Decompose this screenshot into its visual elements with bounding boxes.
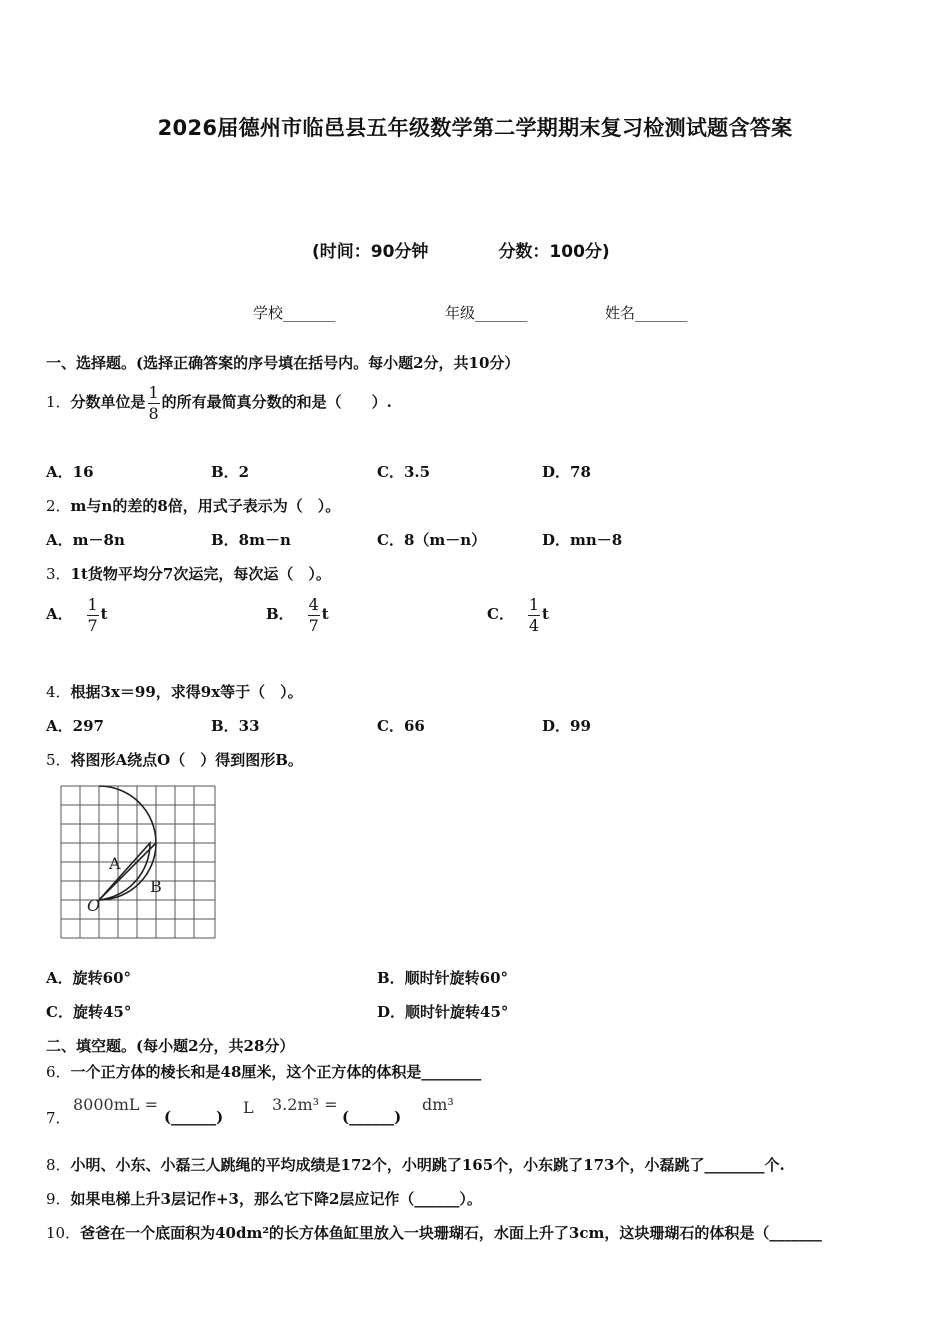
page-title: 2026届德州市临邑县五年级数学第二学期期末复习检测试题含答案 bbox=[157, 116, 793, 140]
exam-score: 分数：100分) bbox=[498, 242, 610, 262]
fraction-denominator: 4 bbox=[528, 615, 540, 635]
unit-1: L bbox=[243, 1098, 254, 1117]
question-7-number bbox=[46, 1107, 71, 1128]
option-d[interactable]: D．顺时针旋转45° bbox=[377, 1003, 509, 1021]
option-b[interactable]: B．顺时针旋转60° bbox=[377, 969, 509, 987]
option-label: C． bbox=[487, 605, 514, 624]
rotation-figure bbox=[57, 783, 219, 945]
question-text: 如果电梯上升3层记作+3，那么它下降2层应记作（______）。 bbox=[70, 1190, 482, 1208]
unit-2: dm³ bbox=[422, 1095, 454, 1114]
section-1-heading: 一、选择题。(选择正确答案的序号填在括号内。每小题2分，共10分） bbox=[46, 354, 520, 372]
fraction bbox=[148, 384, 160, 422]
option-a[interactable]: A．16 bbox=[46, 463, 94, 481]
question-text: 1t货物平均分7次运完，每次运（ ）。 bbox=[70, 565, 331, 583]
grade-field: 年级_______ bbox=[445, 304, 528, 322]
option-label: A． bbox=[46, 605, 73, 624]
question-number: 10． bbox=[46, 1224, 81, 1242]
question-1 bbox=[46, 384, 392, 422]
question-4 bbox=[46, 681, 303, 702]
expression-1: 8000mL = bbox=[73, 1095, 159, 1114]
question-text: 爸爸在一个底面积为40dm²的长方体鱼缸里放入一块珊瑚石，水面上升了3cm，这块珊瑚石的体积是（_______ bbox=[80, 1224, 822, 1242]
option-d[interactable]: D．99 bbox=[542, 717, 591, 735]
option-c[interactable]: C．3.5 bbox=[377, 463, 431, 481]
question-text: 小明、小东、小磊三人跳绳的平均成绩是172个，小明跳了165个，小东跳了173个，小磊跳了________个. bbox=[70, 1156, 785, 1174]
label-o: O bbox=[87, 896, 101, 915]
option-a[interactable]: A．297 bbox=[46, 717, 104, 735]
label-a: A bbox=[109, 854, 121, 873]
question-text: 根据3x＝99，求得9x等于（ ）。 bbox=[70, 683, 303, 701]
fraction-numerator: 1 bbox=[528, 595, 540, 614]
question-number: 8． bbox=[46, 1156, 71, 1174]
option-d[interactable]: D．mn－8 bbox=[542, 531, 623, 549]
question-number: 3． bbox=[46, 565, 71, 583]
option-a[interactable]: A．m－8n bbox=[46, 531, 125, 549]
question-number: 6． bbox=[46, 1063, 71, 1081]
question-text: m与n的差的8倍，用式子表示为（ ）。 bbox=[70, 497, 341, 515]
school-field: 学校_______ bbox=[253, 304, 336, 322]
option-c[interactable]: C．66 bbox=[377, 717, 425, 735]
question-number: 9． bbox=[46, 1190, 71, 1208]
fraction-numerator: 4 bbox=[308, 595, 319, 614]
question-number: 5． bbox=[46, 751, 71, 769]
answer-blank-1[interactable]: (______) bbox=[164, 1108, 224, 1126]
question-9 bbox=[46, 1188, 482, 1209]
option-a[interactable] bbox=[46, 596, 108, 634]
question-5 bbox=[46, 749, 303, 770]
fraction bbox=[87, 596, 99, 634]
question-3 bbox=[46, 563, 331, 584]
question-10 bbox=[46, 1222, 822, 1243]
question-text: 将图形A绕点O（ ）得到图形B。 bbox=[70, 751, 303, 769]
question-6 bbox=[46, 1061, 481, 1082]
question-text: 分数单位是 bbox=[70, 393, 146, 412]
fraction bbox=[308, 596, 320, 634]
question-8 bbox=[46, 1154, 785, 1175]
rotation-line bbox=[99, 843, 156, 900]
question-number: 4． bbox=[46, 683, 71, 701]
option-b[interactable]: B．8m－n bbox=[211, 531, 291, 549]
expression-2: 3.2m³ = bbox=[272, 1095, 338, 1114]
fraction-denominator: 8 bbox=[148, 403, 159, 423]
question-2 bbox=[46, 495, 340, 516]
exam-meta bbox=[312, 237, 610, 262]
name-field: 姓名_______ bbox=[605, 304, 688, 322]
option-c[interactable]: C．8（m－n） bbox=[377, 531, 487, 549]
answer-blank-2[interactable]: (______) bbox=[342, 1108, 402, 1126]
option-b[interactable]: B．33 bbox=[211, 717, 260, 735]
question-number: 1． bbox=[46, 393, 71, 412]
option-a[interactable]: A．旋转60° bbox=[46, 969, 132, 987]
fraction bbox=[528, 596, 540, 634]
question-number: 2． bbox=[46, 497, 71, 515]
question-text: 一个正方体的棱长和是48厘米，这个正方体的体积是________ bbox=[70, 1063, 482, 1081]
fraction-numerator: 1 bbox=[148, 383, 159, 402]
option-b[interactable] bbox=[266, 596, 329, 634]
exam-time: (时间：90分钟 bbox=[312, 242, 429, 262]
option-c[interactable] bbox=[487, 596, 549, 634]
unit: t bbox=[100, 605, 108, 624]
option-label: B． bbox=[266, 605, 294, 624]
fraction-numerator: 1 bbox=[87, 595, 98, 614]
option-d[interactable]: D．78 bbox=[542, 463, 591, 481]
unit: t bbox=[541, 605, 549, 624]
option-c[interactable]: C．旋转45° bbox=[46, 1003, 132, 1021]
question-text: 的所有最简真分数的和是（ ）. bbox=[161, 393, 392, 412]
unit: t bbox=[321, 605, 329, 624]
fraction-denominator: 7 bbox=[308, 615, 319, 635]
question-number: 7． bbox=[46, 1109, 71, 1127]
option-b[interactable]: B．2 bbox=[211, 463, 250, 481]
section-2-heading: 二、填空题。(每小题2分，共28分） bbox=[46, 1037, 295, 1055]
label-b: B bbox=[150, 877, 162, 896]
fraction-denominator: 7 bbox=[87, 615, 98, 635]
